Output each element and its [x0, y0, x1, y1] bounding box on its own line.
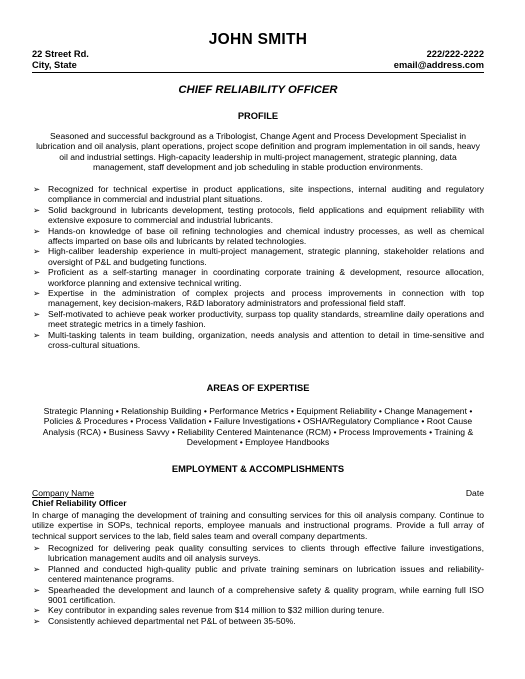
arrow-bullet-icon: ➢: [33, 267, 41, 278]
list-item: ➢ High-caliber leadership experience in multi-project management, strategic planning, stakeholder relations and oversight of P&L and budgeting functions.: [33, 246, 484, 267]
address-block: [32, 49, 89, 71]
arrow-bullet-icon: ➢: [33, 246, 41, 257]
list-item: ➢ Multi-tasking talents in team building, organization, needs analysis and attention to detail in time-sensitive and cross-cultural situations.: [33, 329, 484, 351]
list-item: ➢ Recognized for delivering peak quality consulting services to clients through effective failure investigations, lubrication management audits and oil analysis surveys.: [33, 543, 484, 564]
list-item: ➢ Expertise in the administration of complex projects and process improvements in connection with top management, key decision-makers, R&D laboratory administrators and professional field staff.: [33, 288, 484, 309]
arrow-bullet-icon: ➢: [33, 543, 41, 553]
address-line-2: City, State: [32, 60, 77, 70]
list-item: ➢ Planned and conducted high-quality public and private training seminars on lubrication issues and reliability-centered maintenance programs.: [33, 563, 484, 585]
job-description: In charge of managing the development of training and consulting services for this oil analysis company. Continue to utilize expertise in SOPs, technical reports, employee manuals and instructional programs. Provide a full array of technical support services to the lab, field sales team and overall company departments.: [32, 510, 484, 541]
target-job-title: CHIEF RELIABILITY OFFICER: [178, 84, 338, 96]
position-title: Chief Reliability Officer: [32, 498, 127, 508]
contact-block: [394, 49, 484, 71]
arrow-bullet-icon: ➢: [33, 184, 41, 194]
arrow-bullet-icon: ➢: [33, 225, 41, 236]
header-divider: [32, 72, 484, 73]
accomplishment-bullet-list: [32, 543, 484, 626]
employment-date: Date: [465, 488, 484, 498]
list-item: ➢ Self-motivated to achieve peak worker productivity, surpass top quality standards, streamline daily operations and meet strategic metrics in a timely fashion.: [33, 308, 484, 330]
arrow-bullet-icon: ➢: [33, 329, 41, 340]
candidate-name: JOHN SMITH: [208, 31, 308, 48]
arrow-bullet-icon: ➢: [33, 563, 41, 574]
arrow-bullet-icon: ➢: [33, 605, 41, 616]
employment-heading: EMPLOYMENT & ACCOMPLISHMENTS: [171, 464, 345, 474]
list-item: ➢ Key contributor in expanding sales revenue from $14 million to $32 million during tenure.: [33, 605, 385, 616]
phone-number: 222/222-2222: [426, 49, 484, 59]
arrow-bullet-icon: ➢: [33, 615, 41, 626]
arrow-bullet-icon: ➢: [33, 308, 41, 319]
profile-summary: Seasoned and successful background as a Tribologist, Change Agent and Process Development Specialist in lubrication and oil analysis, plant operations, project scope definition and program implementation in oil sands, heavy oil and industrial settings. High-capacity leadership in multi-project management, strategic planning, data management, staff development and job scheduling in stable production environments.: [36, 131, 480, 173]
list-item: ➢ Solid background in lubricants development, testing protocols, field applications and equipment reliability with extensive exposure to commercial and industrial lubricants.: [33, 204, 484, 226]
list-item: ➢ Consistently achieved departmental net P&L of between 35-50%.: [33, 615, 296, 626]
profile-heading: PROFILE: [237, 111, 279, 121]
list-item: ➢ Hands-on knowledge of base oil refining technologies and chemical industry processes, as well as chemical affects imparted on base oils and lubricants by related technologies.: [33, 225, 484, 247]
expertise-keywords: Strategic Planning • Relationship Building • Performance Metrics • Equipment Reliability • Change Management • Policies & Procedures • Process Validation • Failure Investigations • OSHA/Regulatory Compliance • Root Cause Analysis (RCA) • Business Savvy • Reliability Centered Maintenance (RCM) • Process Improvements • Training & Development • Employee Handbooks: [42, 406, 474, 448]
list-item: ➢ Recognized for technical expertise in product applications, site inspections, internal auditing and regulatory compliance in commercial and industrial plant situations.: [33, 184, 484, 205]
list-item: ➢ Spearheaded the development and launch of a comprehensive safety & quality program, while earning full ISO 9001 certification.: [33, 584, 484, 606]
arrow-bullet-icon: ➢: [33, 288, 41, 299]
company-name: Company Name: [32, 488, 95, 498]
arrow-bullet-icon: ➢: [33, 204, 41, 215]
address-line-1: 22 Street Rd.: [32, 49, 89, 59]
expertise-heading: AREAS OF EXPERTISE: [206, 383, 310, 393]
company-line: [32, 488, 484, 498]
email-address[interactable]: email@address.com: [393, 60, 484, 70]
arrow-bullet-icon: ➢: [33, 584, 41, 595]
profile-bullet-list: [32, 184, 484, 351]
list-item: ➢ Proficient as a self-starting manager in coordinating corporate training & development, resource allocation, workforce planning and extensive technical writing.: [33, 267, 484, 288]
